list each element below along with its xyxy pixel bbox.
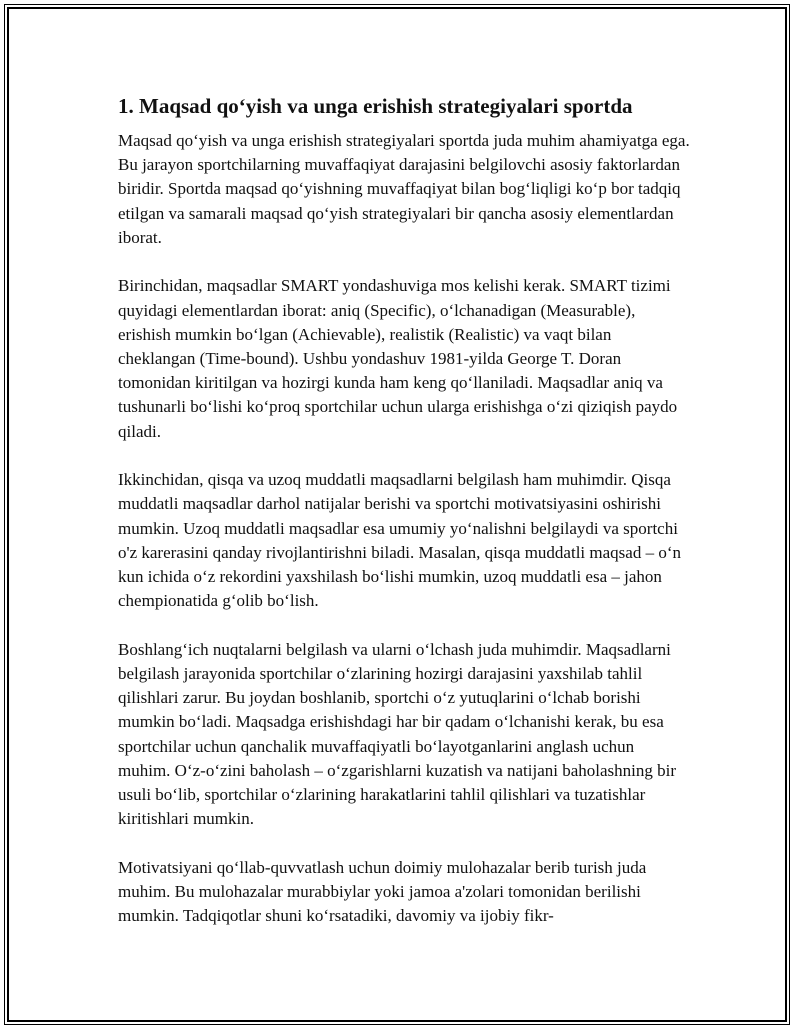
paragraph-starting-points: Boshlang‘ich nuqtalarni belgilash va ularni o‘lchash juda muhimdir. Maqsadlarni belgilash jarayonida sportchilar o‘zlarining hozirgi darajasini yaxshilab tahlil qilishlari zarur. Bu joydan boshlanib, sportchi o‘z yutuqlarini o‘lchab borishi mumkin bo‘ladi. Maqsadga erishishdagi har bir qadam o‘lchanishi kerak, bu esa sportchilar uchun qanchalik muvaffaqiyatli bo‘layotganlarini anglash uchun muhim. O‘z-o‘zini baholash – o‘zgarishlarni kuzatish va natijani baholashning bir usuli bo‘lib, sportchilar o‘zlarining harakatlarini tahlil qilishlari va tuzatishlar kiritishlari mumkin. — [118, 639, 677, 829]
section-heading: 1. Maqsad qo‘yish va unga erishish strategiyalari sportda — [118, 94, 633, 118]
paragraph-motivation: Motivatsiyani qo‘llab-quvvatlash uchun doimiy mulohazalar berib turish juda muhim. Bu mulohazalar murabbiylar yoki jamoa a'zolari tomonidan berilishi mumkin. Tadqiqotlar shuni ko‘rsatadiki, davomiy va ijobiy fikr- — [118, 857, 647, 926]
paragraph-smart: Birinchidan, maqsadlar SMART yondashuviga mos kelishi kerak. SMART tizimi quyidagi elementlardan iborat: aniq (Specific), o‘lchanadigan (Measurable), erishish mumkin bo‘lgan (Achievable), realistik (Realistic) va vaqt bilan cheklangan (Time-bound). Ushbu yondashuv 1981-yilda George T. Doran tomonidan kiritilgan va hozirgi kunda ham keng qo‘llaniladi. Maqsadlar aniq va tushunarli bo‘lishi ko‘proq sportchilar uchun ularga erishishga o‘zi qiziqish paydo qiladi. — [118, 276, 678, 441]
paragraph-short-long-term: Ikkinchidan, qisqa va uzoq muddatli maqsadlarni belgilash ham muhimdir. Qisqa muddatli maqsadlar darhol natijalar berishi va sportchi motivatsiyasini oshirishi mumkin. Uzoq muddatli maqsadlar esa umumiy yo‘nalishni belgilaydi va sportchi o'z karerasini qanday rivojlantirishni biladi. Masalan, qisqa muddatli maqsad – o‘n kun ichida o‘z rekordini yaxshilash bo‘lishi mumkin, uzoq muddatli esa – jahon chempionatida g‘olib bo‘lish. — [118, 470, 681, 611]
document-body — [118, 92, 690, 953]
paragraph-intro: Maqsad qo‘yish va unga erishish strategiyalari sportda juda muhim ahamiyatga ega. Bu jarayon sportchilarning muvaffaqiyat darajasini belgilovchi asosiy faktorlardan biridir. Sportda maqsad qo‘yishning muvaffaqiyat bilan bog‘liqligi ko‘p bor tadqiq etilgan va samarali maqsad qo‘yish strategiyalari bir qancha asosiy elementlardan iborat. — [118, 131, 690, 247]
